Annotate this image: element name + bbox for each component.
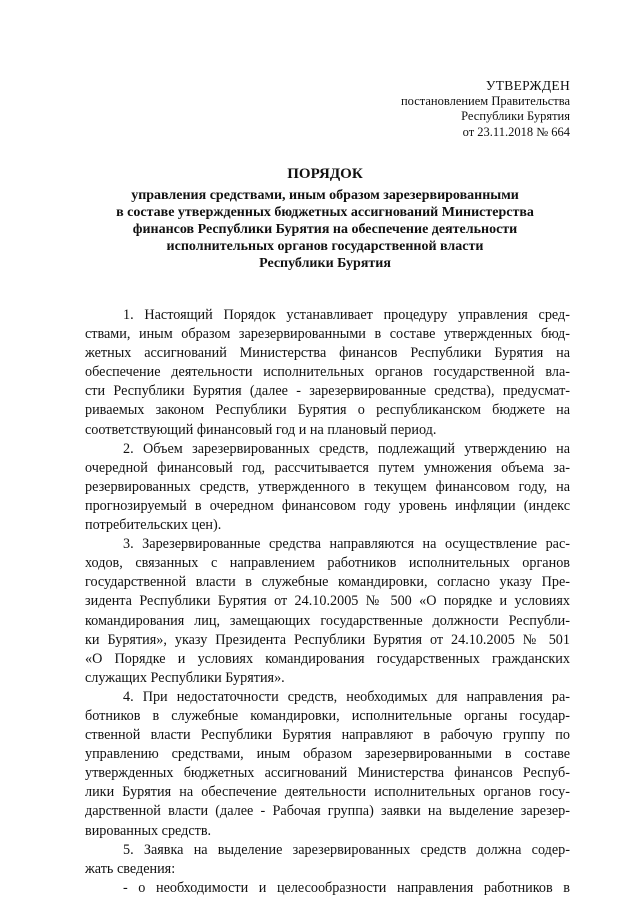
body-line: ки Бурятия», указу Президента Республики Бурятия от 24.10.2005 № 501 <box>85 631 570 648</box>
approval-line: УТВЕРЖДЕН <box>485 78 570 93</box>
title-line: Республики Бурятия <box>259 256 391 271</box>
body-line: очередной финансовый год, рассчитывается путем умножения объема за- <box>85 459 570 476</box>
body-line: утвержденных бюджетных ассигнований Министерства финансов Респуб- <box>85 765 570 782</box>
body-line: жетных ассигнований Министерства финансов Республики Бурятия на <box>85 345 570 362</box>
body-line: «О Порядке и условиях командирования государственных гражданских <box>85 650 570 667</box>
title-line: управления средствами, иным образом зарезервированными <box>131 188 519 203</box>
body-line: служащих Республики Бурятия». <box>85 669 285 686</box>
body-line: потребительских цен). <box>85 517 222 534</box>
body-line: 1. Настоящий Порядок устанавливает процедуру управления сред- <box>123 307 570 323</box>
body-line: командирования лиц, замещающих государственные должности Республи- <box>85 612 570 629</box>
approval-line: постановлением Правительства <box>400 93 570 108</box>
body-line: прогнозируемый в очередном финансовом году уровень инфляции (индекс <box>85 497 570 514</box>
body-line: вированных средств. <box>85 822 212 839</box>
approval-stamp <box>401 78 570 140</box>
body-line: зидента Республики Бурятия от 24.10.2005 № 500 «О порядке и условиях <box>85 593 570 610</box>
approval-line: Республики Бурятия <box>461 109 570 123</box>
title-line: исполнительных органов государственной власти <box>166 239 484 254</box>
body-line: соответствующий финансовый год и на плановый период. <box>85 421 437 438</box>
body-line: управлению средствами, иным образом зарезервированными в составе <box>85 746 570 763</box>
document-body <box>85 306 570 898</box>
document-title <box>80 163 570 272</box>
body-line: - о необходимости и целесообразности направления работников в <box>123 879 570 896</box>
body-line: резервированных средств, утвержденного в текущем финансовом году, на <box>85 478 570 495</box>
body-line: дарственной власти (далее - Рабочая группа) заявки на выделение зарезер- <box>85 803 570 820</box>
body-line: жать сведения: <box>85 860 176 877</box>
body-line: обеспечение деятельности исполнительных органов государственной вла- <box>85 364 570 381</box>
body-line: 4. При недостаточности средств, необходимых для направления ра- <box>123 688 570 705</box>
approval-line: от 23.11.2018 № 664 <box>462 124 570 139</box>
body-line: 5. Заявка на выделение зарезервированных средств должна содер- <box>123 841 570 858</box>
body-line: ственной власти Республики Бурятия направляют в рабочую группу по <box>85 727 570 744</box>
title-line: финансов Республики Бурятия на обеспечение деятельности <box>132 222 518 237</box>
body-line: 2. Объем зарезервированных средств, подлежащий утверждению на <box>123 440 570 457</box>
body-line: риваемых законом Республики Бурятия о республиканском бюджете на <box>85 402 570 419</box>
title-line: в составе утвержденных бюджетных ассигнований Министерства <box>116 205 534 220</box>
body-line: государственной власти в служебные командировки, согласно указу Пре- <box>85 574 570 591</box>
title-main: ПОРЯДОК <box>287 166 363 182</box>
body-line: ствами, иным образом зарезервированными в составе утвержденных бюд- <box>85 326 570 343</box>
body-line: 3. Зарезервированные средства направляются на осуществление рас- <box>123 536 570 553</box>
body-line: ходов, связанных с направлением работников исполнительных органов <box>85 555 570 572</box>
body-line: ботников в служебные командировки, исполнительные органы государ- <box>85 707 570 724</box>
body-line: сти Республики Бурятия (далее - зарезервированные средства), предусмат- <box>85 383 570 400</box>
body-line: лики Бурятия на обеспечение деятельности исполнительных органов госу- <box>85 784 570 801</box>
